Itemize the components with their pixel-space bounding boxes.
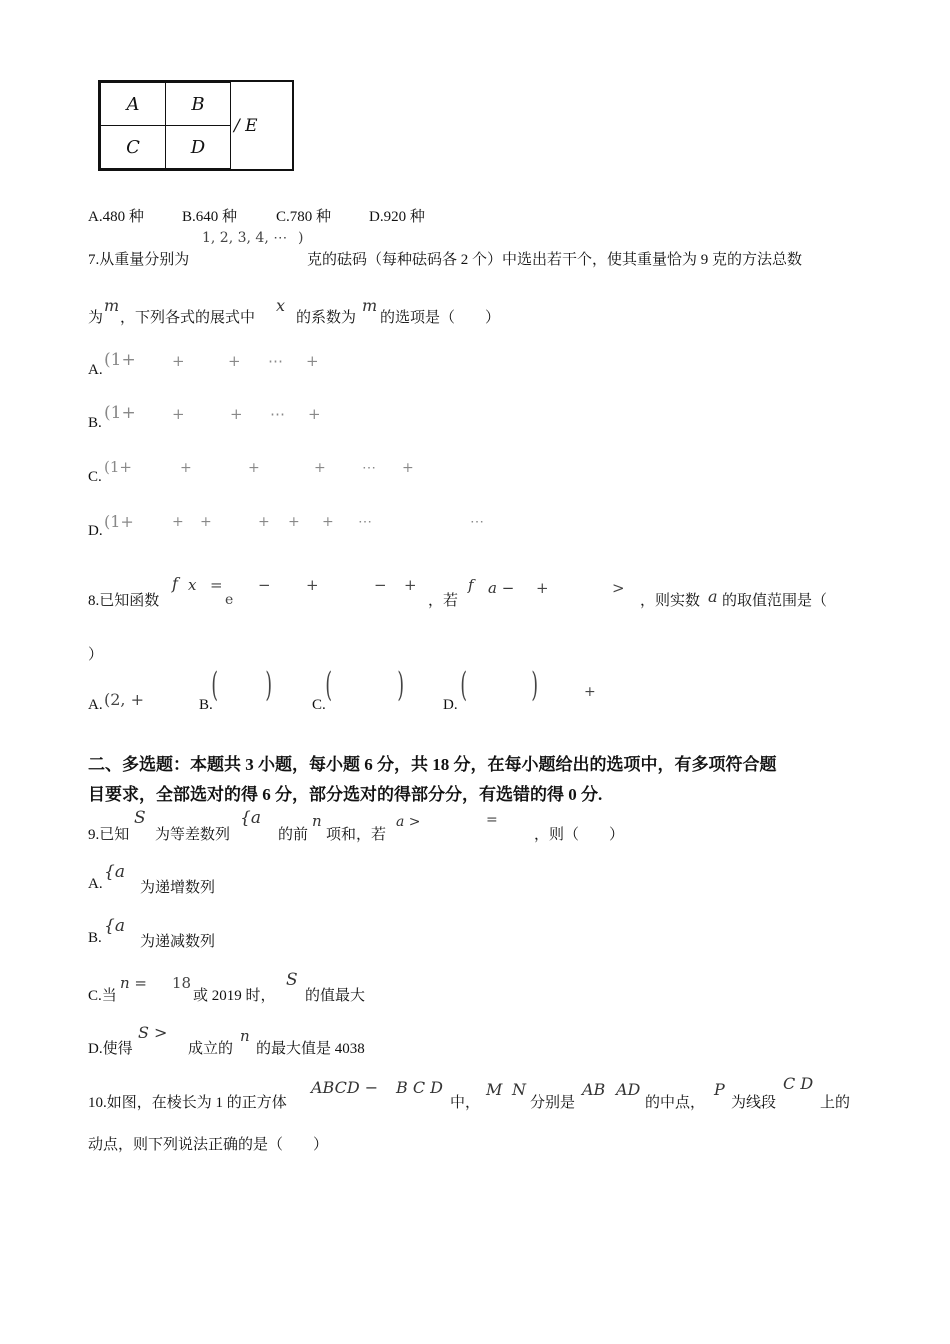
cell-a: A	[100, 82, 166, 126]
q8-plus-3: +	[536, 579, 549, 597]
q7-line2-d: 的选项是（ ）	[380, 310, 501, 326]
q9-cond-a: a >	[396, 814, 421, 830]
q7-option-d-f0: (1+	[104, 512, 134, 531]
q8-option-b-lparen: (	[211, 665, 218, 705]
q7-option-c-label: C.	[88, 469, 102, 485]
q7-x: x	[276, 296, 286, 315]
q9-option-d-S: S >	[138, 1023, 168, 1042]
q9-cond-eq: =	[486, 812, 498, 828]
q10-line2: 动点，则下列说法正确的是（ ）	[88, 1137, 329, 1153]
q7-option-d-f3: +	[258, 514, 270, 530]
q7-option-b-f4: +	[308, 405, 321, 423]
q7-line2-a: 为	[88, 310, 104, 326]
q7-option-a-f3: ⋯	[268, 352, 283, 370]
q7-option-b-f2: +	[230, 405, 243, 423]
cell-e-label: / E	[234, 116, 258, 136]
q8-gt: >	[612, 579, 625, 597]
q8-a: a	[708, 587, 718, 606]
q9-text-4: ，则（ ）	[534, 827, 625, 843]
q10-AB: AB	[582, 1080, 606, 1099]
q9-option-c-n: n =	[120, 974, 147, 992]
q10-AD: AD	[616, 1080, 641, 1099]
q9-option-c-S: S	[286, 970, 298, 990]
q7-weights: 1, 2, 3, 4, ⋯	[202, 230, 288, 246]
q8-eq: =	[210, 576, 223, 594]
q9-option-b-text: 为递减数列	[140, 934, 216, 950]
q7-option-c-f0: (1+	[104, 458, 132, 476]
q9-option-c-text2: 的值最大	[305, 988, 366, 1004]
q10-text-5: 上的	[820, 1095, 851, 1111]
q8-a-minus: a −	[488, 579, 515, 597]
q10-text-1: 中，	[450, 1095, 481, 1111]
q9-prefix: 9.已知	[88, 827, 130, 843]
q8-option-a-frag: (2, +	[104, 690, 144, 709]
section2-heading-line1: 二、多选题：本题共 3 小题，每小题 6 分，共 18 分，在每小题给出的选项中，有多项符合题	[88, 755, 777, 774]
q9-option-d-text1: 成立的	[188, 1041, 234, 1057]
q7-option-b-f0: (1+	[104, 403, 136, 423]
q8-option-c-label: C.	[312, 697, 326, 713]
q7-m: m	[104, 296, 120, 315]
q10-prefix: 10.如图，在棱长为 1 的正方体	[88, 1095, 287, 1111]
q8-f: f	[172, 574, 178, 593]
q10-text-4: 为线段	[731, 1095, 777, 1111]
q8-close: ）	[88, 647, 104, 663]
q7-option-d-f6: ⋯	[358, 514, 372, 530]
q8-option-c-rparen: )	[397, 665, 404, 705]
q9-option-b-label: B.	[88, 930, 102, 946]
q8-x: x	[188, 576, 197, 594]
q9-option-d-text2: 的最大值是 4038	[256, 1041, 365, 1057]
q9-text-2: 的前	[278, 827, 309, 843]
q8-option-a-label: A.	[88, 697, 103, 713]
q7-option-a-f2: +	[228, 352, 241, 370]
q8-suffix-1: ，则实数	[640, 593, 701, 609]
q6-option-c: C.780 种	[276, 209, 332, 225]
arrangement-figure	[98, 80, 294, 171]
q7-option-d-f5: +	[322, 514, 334, 530]
q10-P: P	[714, 1080, 725, 1099]
q7-option-c-f4: ⋯	[362, 460, 376, 476]
section2-heading-line2: 目要求，全部选对的得 6 分，部分选对的得部分分，有选错的得 0 分.	[88, 785, 603, 804]
q7-option-c-f2: +	[248, 460, 260, 476]
q8-option-c-lparen: (	[325, 665, 332, 705]
q7-option-c-f3: +	[314, 460, 326, 476]
q7-line2-c: 的系数为	[296, 310, 357, 326]
q6-option-b: B.640 种	[182, 209, 238, 225]
q7-line1-suffix: 克的砝码（每种砝码各 2 个）中选出若干个，使其重量恰为 9 克的方法总数	[307, 252, 803, 268]
q9-option-d-n: n	[240, 1027, 250, 1045]
q7-option-a-f1: +	[172, 352, 185, 370]
q7-option-a-f4: +	[306, 352, 319, 370]
q8-option-d-rparen: )	[531, 665, 538, 705]
q10-cube-2: B C D	[396, 1078, 443, 1097]
q7-option-c-f5: +	[402, 460, 414, 476]
q7-option-d-f7: ⋯	[470, 514, 484, 530]
q7-option-d-f4: +	[288, 514, 300, 530]
q7-option-d-label: D.	[88, 523, 103, 539]
q8-prefix: 8.已知函数	[88, 593, 160, 609]
q7-weights-close: )	[298, 230, 304, 246]
q8-option-d-plus: +	[584, 684, 596, 700]
cell-b: B	[165, 82, 231, 126]
q7-option-c-f1: +	[180, 460, 192, 476]
q9-option-c-label: C.当	[88, 988, 117, 1004]
q10-M: M	[486, 1080, 503, 1099]
q8-mid: ，若	[428, 593, 459, 609]
cell-c: C	[100, 125, 166, 169]
q9-option-c-18: 18	[172, 974, 192, 992]
q10-text-2: 分别是	[530, 1095, 576, 1111]
q6-option-d: D.920 种	[369, 209, 425, 225]
q9-option-a-label: A.	[88, 876, 103, 892]
q7-option-b-label: B.	[88, 415, 102, 431]
q8-plus-2: +	[404, 576, 417, 594]
q8-option-d-lparen: (	[460, 665, 467, 705]
q9-option-d-label: D.使得	[88, 1041, 133, 1057]
cell-d: D	[165, 125, 231, 169]
q6-option-a: A.480 种	[88, 209, 144, 225]
q8-suffix-2: 的取值范围是（	[722, 593, 828, 609]
q9-brace-a: {a	[240, 808, 261, 828]
q7-m-2: m	[362, 296, 378, 315]
q8-option-b-rparen: )	[265, 665, 272, 705]
q10-text-3: 的中点，	[645, 1095, 706, 1111]
q8-f-2: f	[468, 576, 474, 594]
q7-prefix: 7.从重量分别为	[88, 252, 190, 268]
q7-option-a-f0: (1+	[104, 350, 136, 370]
q7-option-b-f1: +	[172, 405, 185, 423]
q8-e: e	[225, 592, 234, 608]
q9-S: S	[134, 808, 146, 828]
q10-cube: ABCD −	[311, 1078, 379, 1097]
q7-option-b-f3: ⋯	[270, 405, 285, 423]
q10-N: N	[512, 1080, 526, 1099]
q8-option-d-label: D.	[443, 697, 458, 713]
q9-text-1: 为等差数列	[155, 827, 231, 843]
q9-text-3: 项和，若	[326, 827, 387, 843]
q10-CD: C D	[783, 1074, 814, 1093]
q9-option-a-seq: {a	[104, 862, 125, 882]
q9-option-b-seq: {a	[104, 916, 125, 936]
q9-option-c-text1: 或 2019 时，	[193, 988, 276, 1004]
q8-option-b-label: B.	[199, 697, 213, 713]
q9-n: n	[312, 812, 322, 830]
q9-option-a-text: 为递增数列	[140, 880, 216, 896]
q7-line2-b: ，下列各式的展式中	[120, 310, 256, 326]
q8-minus-2: −	[374, 576, 387, 594]
q8-minus-1: −	[258, 576, 271, 594]
q7-option-d-f2: +	[200, 514, 212, 530]
q8-plus-1: +	[306, 576, 319, 594]
q7-option-a-label: A.	[88, 362, 103, 378]
q7-option-d-f1: +	[172, 514, 184, 530]
